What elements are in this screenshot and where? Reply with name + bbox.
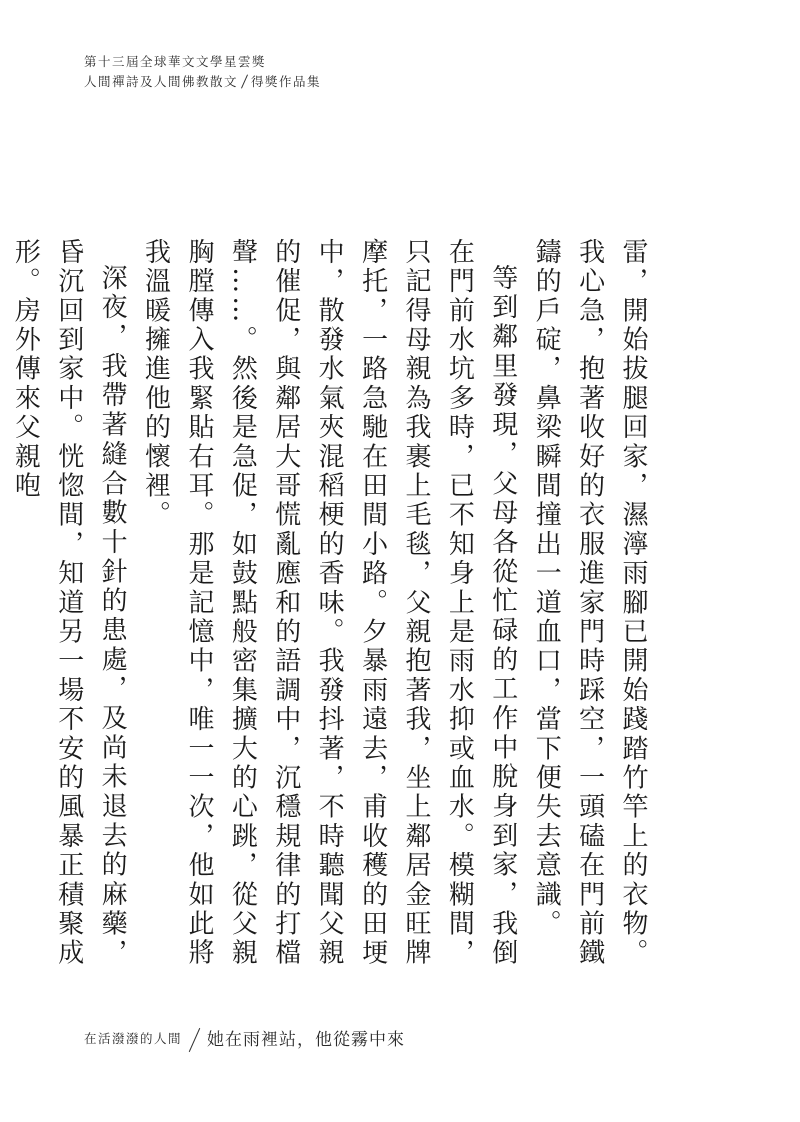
- slash-divider: [241, 74, 248, 88]
- vertical-body-text: [10, 238, 654, 968]
- category-text: 人間禪詩及人間佛教散文: [84, 74, 239, 89]
- running-header: [84, 52, 321, 92]
- collection-title: [84, 72, 321, 92]
- slash-divider: [189, 1028, 200, 1052]
- paragraph: 深夜，我帶著縫合數十針的患處，及尚未退去的麻藥，昏沉回到家中。恍惚間，知道另一場不安的風暴正積聚成形。房外傳來父親咆: [10, 238, 128, 968]
- paragraph: 等到鄰里發現，父母各從忙碌的工作中脫身到家，我倒在門前水坑多時，已不知身上是雨水抑或血水。模糊間，只記得母親為我裹上毛毯，父親抱著我，坐上鄰居金旺牌摩托，一路急馳在田間小路。夕暴雨遠去，甫收穫的田埂中，散發水氣夾混稻梗的香味。我發抖著，不時聽聞父親的催促，與鄰居大哥慌亂應和的語調中，沉穩規律的打檔聲……。然後是急促，如鼓點般密集擴大的心跳，從父親胸膛傳入我緊貼右耳。那是記憶中，唯一一次，他如此將我溫暖擁進他的懷裡。: [140, 238, 518, 968]
- essay-title: 她在雨裡站，他從霧中來: [207, 1030, 406, 1050]
- award-title: 第十三屆全球華文文學星雲獎: [84, 54, 267, 69]
- paragraph-continued: 雷，開始拔腿回家，濕濘雨腳已開始踐踏竹竿上的衣物。我心急，抱著收好的衣服進家門時踩空，一頭磕在門前鐵鑄的戶碇，鼻梁瞬間撞出一道血口，當下便失去意識。: [531, 238, 648, 968]
- running-footer: [84, 1025, 405, 1053]
- collection-text: 得獎作品集: [251, 74, 322, 89]
- section-name: 在活潑潑的人間: [84, 1031, 183, 1046]
